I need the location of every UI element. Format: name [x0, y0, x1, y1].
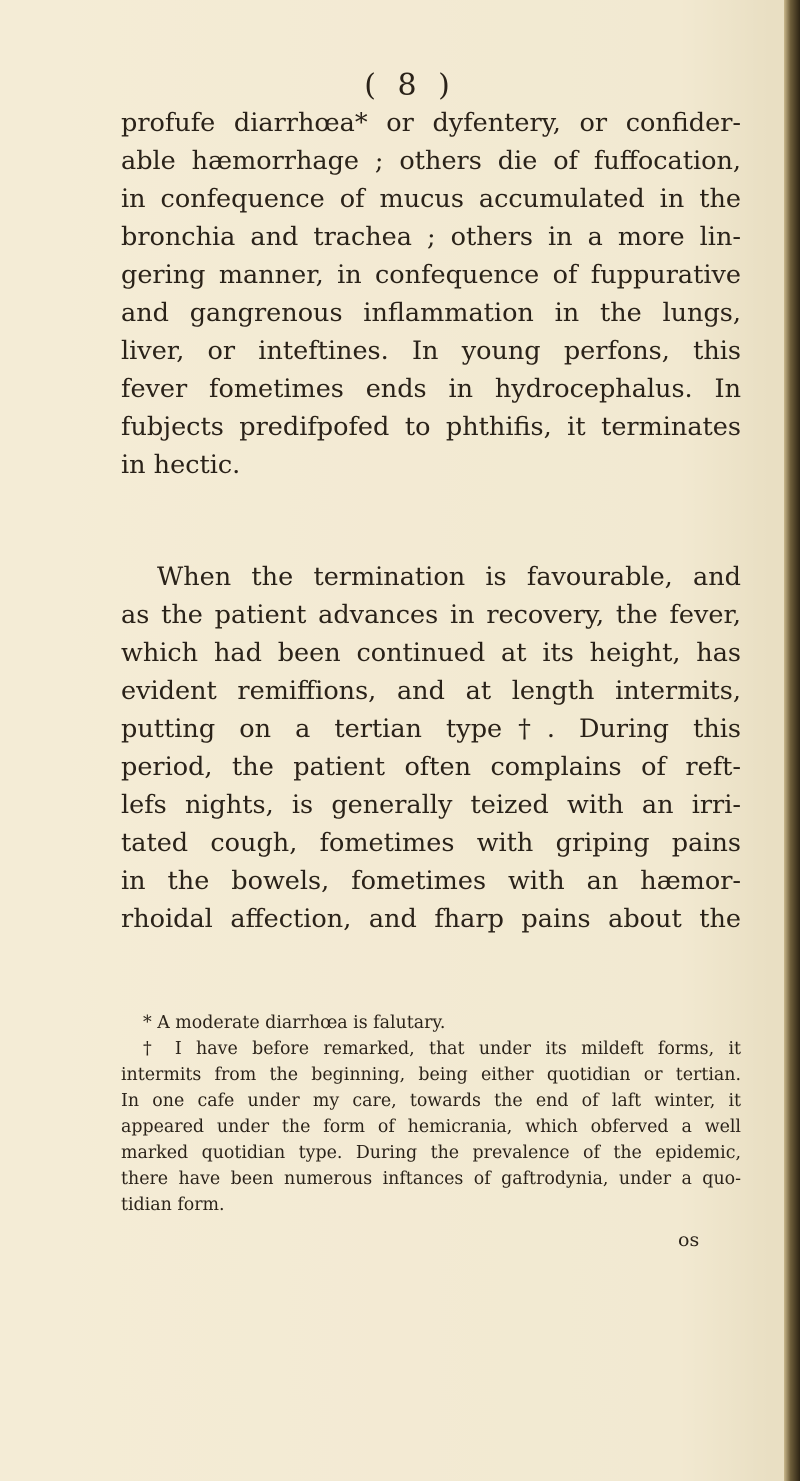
text-line: liver, or inteftines. In young perfons, this [121, 336, 741, 366]
text-line: evident remiffions, and at length intermits, [121, 676, 741, 706]
text-line: in confequence of mucus accumulated in the [121, 184, 741, 214]
paragraph-2 [121, 558, 741, 938]
text-line: fever fometimes ends in hydrocephalus. In [121, 374, 741, 404]
text-line: in hectic. [121, 450, 241, 480]
paragraph-1 [121, 104, 741, 484]
text-line: tated cough, fometimes with griping pains [121, 828, 741, 858]
text-line: and gangrenous inflammation in the lungs, [121, 298, 741, 328]
text-line: in the bowels, fometimes with an hæmor- [121, 866, 741, 896]
text-line: able hæmorrhage ; others die of fuffocation, [121, 146, 741, 176]
text-line: fubjects predifpofed to phthifis, it terminates [121, 412, 741, 442]
text-line: gering manner, in confequence of fuppurative [121, 260, 741, 290]
footnote-dagger-line: In one cafe under my care, towards the end of laft winter, it [121, 1091, 741, 1111]
text-line: putting on a tertian type†. During this [121, 714, 741, 744]
footnote-dagger-line: there have been numerous inftances of gaftrodynia, under a quo- [121, 1169, 741, 1189]
footnote-dagger-line: intermits from the beginning, being either quotidian or tertian. [121, 1065, 741, 1085]
footnote-asterisk: * A moderate diarrhœa is falutary. [143, 1013, 446, 1033]
page-number: ( 8 ) [364, 68, 456, 103]
catchword: os [678, 1229, 700, 1251]
footnote-dagger-line: marked quotidian type. During the prevalence of the epidemic, [121, 1143, 741, 1163]
text-line: When the termination is favourable, and [157, 562, 741, 592]
footnotes [121, 1010, 741, 1218]
text-line: as the patient advances in recovery, the fever, [121, 600, 741, 630]
text-line: period, the patient often complains of reft- [121, 752, 741, 782]
book-binding-edge [784, 0, 800, 1481]
footnote-dagger-line: appeared under the form of hemicrania, which obferved a well [121, 1117, 741, 1137]
text-line: profufe diarrhœa* or dyfentery, or confider- [121, 108, 741, 138]
footnote-dagger-line: tidian form. [121, 1195, 225, 1215]
text-line: which had been continued at its height, has [121, 638, 741, 668]
text-line: rhoidal affection, and fharp pains about the [121, 904, 741, 934]
text-line: bronchia and trachea ; others in a more lin- [121, 222, 741, 252]
footnote-dagger-line: † I have before remarked, that under its mildeft forms, it [143, 1039, 741, 1059]
text-line: lefs nights, is generally teized with an irri- [121, 790, 741, 820]
